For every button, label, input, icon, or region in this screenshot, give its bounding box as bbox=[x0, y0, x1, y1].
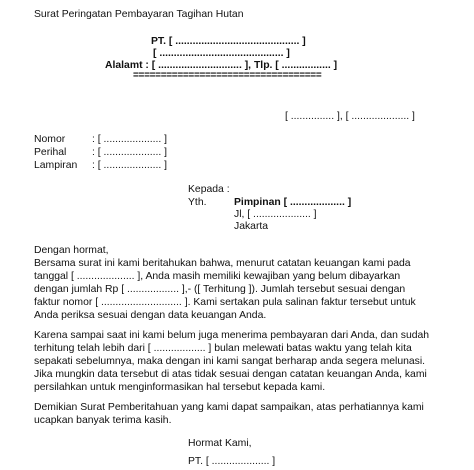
letterhead-address: Alalamt : [ ............................. ], Tlp. [ ................. ] bbox=[105, 60, 338, 71]
paragraph-3 bbox=[34, 401, 454, 427]
perihal-label: Perihal bbox=[34, 147, 67, 158]
meta-nomor bbox=[34, 133, 167, 146]
paragraph-line: persilahkan untuk menginformasikan hal tersebut kepada kami. bbox=[34, 382, 326, 394]
lampiran-value: : [ .................... ] bbox=[92, 160, 168, 171]
nomor-value: : [ .................... ] bbox=[92, 134, 168, 145]
lampiran-label: Lampiran bbox=[34, 160, 78, 171]
paragraph-line: tanggal [ .................... ], Anda masih memiliki kewajiban yang belum dibayarkan bbox=[34, 271, 401, 283]
paragraph-line: Anda periksa sesuai dengan data keuangan Anda. bbox=[34, 310, 267, 322]
paragraph-1 bbox=[34, 257, 454, 322]
perihal-value: : [ .................... ] bbox=[92, 147, 168, 158]
recipient-kepada: Kepada : bbox=[188, 184, 230, 195]
paragraph-line: Bersama surat ini kami beritahukan bahwa, menurut catatan keuangan kami pada bbox=[34, 258, 411, 269]
meta-perihal bbox=[34, 146, 167, 159]
letterhead-company: PT. [ ........................................... ] bbox=[151, 36, 306, 47]
recipient-city: Jakarta bbox=[234, 221, 269, 232]
paragraph-line: Karena sampai saat ini kami belum juga menerima pembayaran dari Anda, dan sudah bbox=[34, 330, 430, 341]
closing-company: PT. [ .................... ] bbox=[188, 456, 276, 467]
recipient-pimpinan: Pimpinan [ ................... ] bbox=[234, 197, 352, 208]
nomor-label: Nomor bbox=[34, 134, 66, 145]
paragraph-line: sepakati sebelumnya, maka dengan ini kami sangat berharap anda segera melunasi. bbox=[34, 356, 426, 368]
paragraph-line: dengan jumlah Rp [ .................. ],- ([ Terhitung ]). Jumlah tersebut sesuai dengan bbox=[34, 284, 406, 296]
paragraph-line: terhitung telah lebih dari [ .................. ] bulan melewati batas waktu yang telah kita bbox=[34, 343, 412, 355]
meta-lampiran bbox=[34, 159, 167, 172]
paragraph-2 bbox=[34, 329, 454, 394]
letterhead-line2: [ ........................................... ] bbox=[153, 48, 290, 59]
paragraph-line: faktur nomor [ ............................ ]. Kami sertakan pula salinan faktur tersebut untuk bbox=[34, 297, 416, 309]
recipient-yth: Yth. bbox=[188, 197, 207, 208]
date-line: [ ............... ], [ .................... ] bbox=[285, 111, 415, 122]
salutation: Dengan hormat, bbox=[34, 245, 109, 256]
document-title: Surat Peringatan Pembayaran Tagihan Hutan bbox=[34, 9, 244, 20]
paragraph-line: Jika mungkin data tersebut di atas tidak sesuai dengan catatan keuangan Anda, kami bbox=[34, 369, 427, 381]
closing: Hormat Kami, bbox=[188, 438, 252, 449]
paragraph-line: ucapkan banyak terima kasih. bbox=[34, 415, 172, 427]
paragraph-line: Demikian Surat Pemberitahuan yang kami dapat sampaikan, atas perhatiannya kami bbox=[34, 402, 424, 413]
recipient-street: Jl, [ .................... ] bbox=[234, 209, 317, 220]
letterhead-rule: ================================== bbox=[133, 70, 322, 81]
